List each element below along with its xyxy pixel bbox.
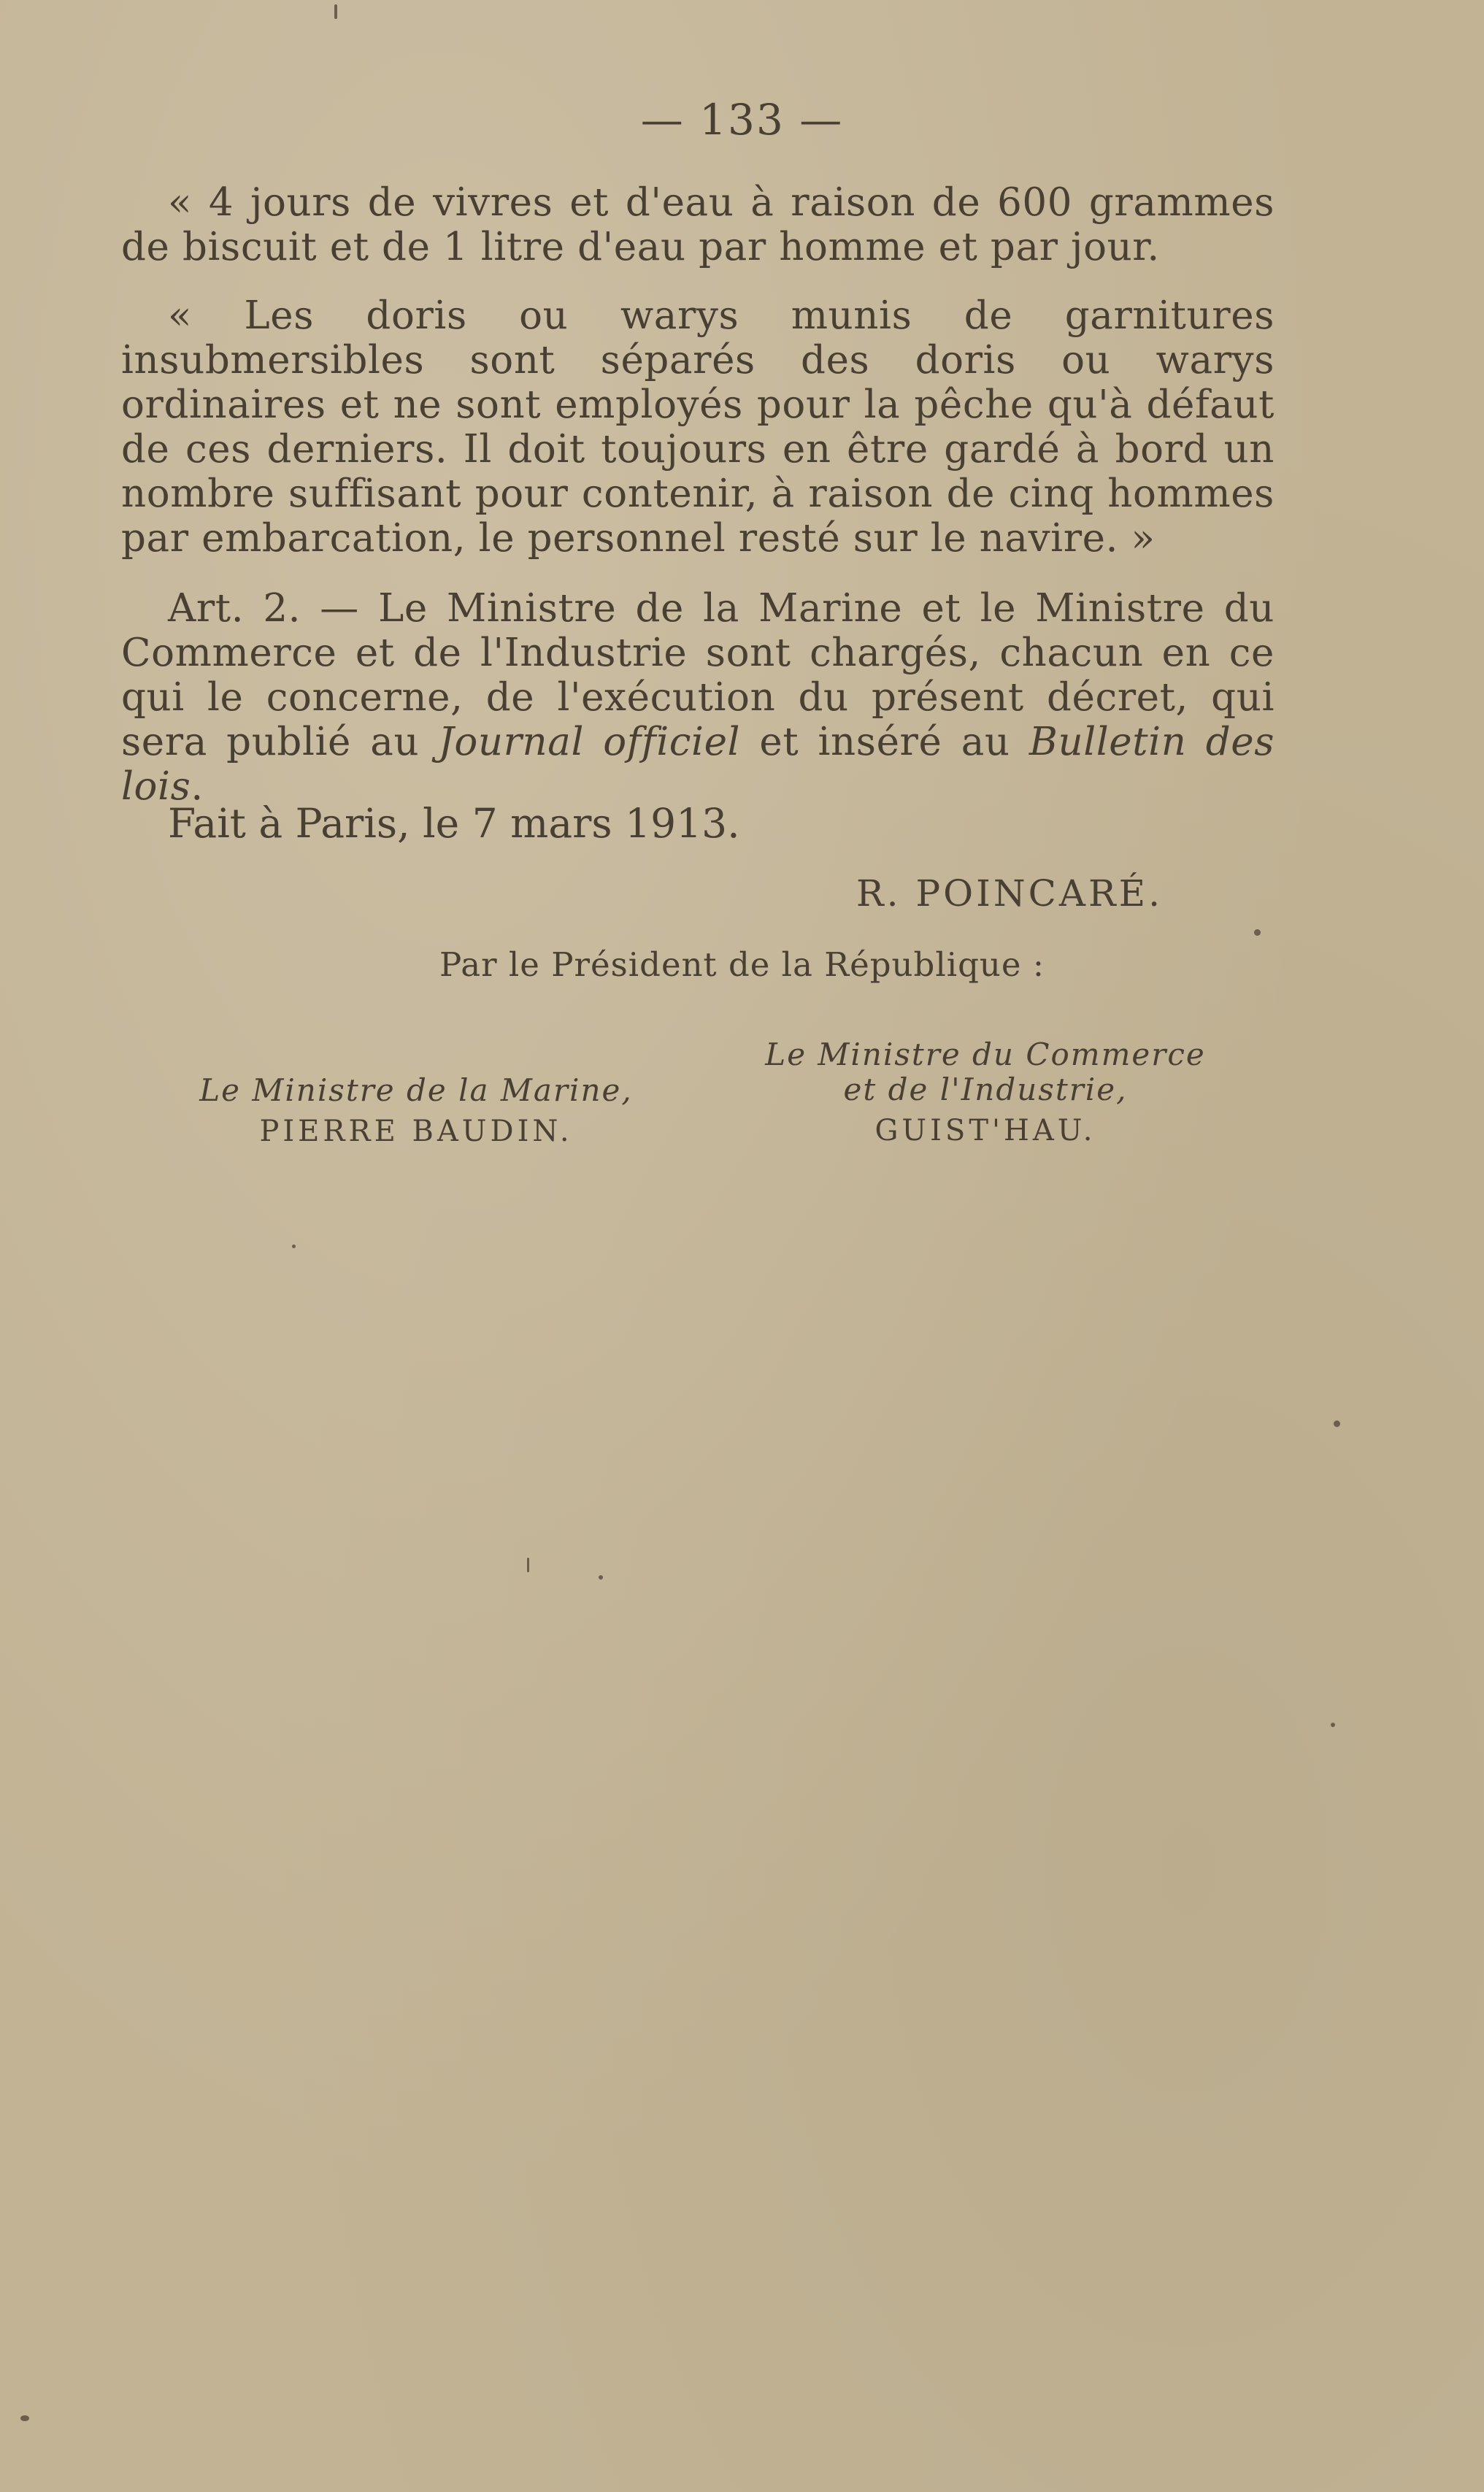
paper-speck	[1331, 1723, 1335, 1727]
article-label: Art. 2.	[168, 586, 301, 631]
paper-speck	[599, 1575, 603, 1580]
article-middle: et inséré au	[740, 720, 1029, 764]
paper-speck	[1334, 1420, 1340, 1427]
minister-commerce-name: GUIST'HAU.	[874, 1114, 1096, 1147]
paragraph-doris	[121, 293, 1275, 561]
paragraph-text: « 4 jours de vivres et d'eau à raison de 600 grammes de biscuit et de 1 litre d'eau par homme et par jour.	[121, 180, 1275, 269]
paper-speck	[334, 4, 337, 19]
minister-marine-name: PIERRE BAUDIN.	[259, 1115, 573, 1148]
president-signature: R. POINCARÉ.	[856, 872, 1163, 915]
article-body: Le Ministre de la Marine et le Ministre du Commerce et de l'Industrie sont chargés, chacun en ce qui le concerne, de l'exécution du présent décret, qui sera publié au	[121, 586, 1275, 764]
minister-marine-signature	[153, 1073, 679, 1149]
minister-commerce-role-line2: et de l'Industrie,	[843, 1072, 1128, 1107]
minister-commerce-signature	[730, 1037, 1241, 1148]
paragraph-text: « Les doris ou warys munis de garnitures insubmersibles sont séparés des doris ou warys ordinaires et ne sont employés pour la pêche qu'à défaut de ces derniers. Il doit toujours en être gardé à bord un nombre suffisant pour contenir, à raison de cinq hommes par embarcation, le personnel resté sur le navire. »	[121, 293, 1275, 561]
minister-commerce-role-line1: Le Ministre du Commerce	[765, 1037, 1206, 1072]
paragraph-rations	[121, 180, 1275, 269]
paper-speck	[20, 2415, 29, 2421]
article-dash: —	[301, 586, 379, 631]
page-number: — 133 —	[640, 95, 844, 145]
bulletin-des-lois-title: Bulletin des lois	[121, 720, 1275, 809]
journal-officiel-title: Journal officiel	[438, 720, 741, 764]
paragraph-article-2	[121, 586, 1275, 809]
place-date: Fait à Paris, le 7 mars 1913.	[168, 800, 740, 847]
minister-marine-role: Le Ministre de la Marine,	[199, 1072, 633, 1108]
article-end: .	[191, 764, 204, 809]
paper-speck	[527, 1558, 529, 1572]
article-2-text	[121, 586, 1275, 809]
paper-speck	[292, 1245, 296, 1248]
by-president-line: Par le Président de la République :	[439, 945, 1045, 984]
paper-speck	[1254, 929, 1261, 936]
